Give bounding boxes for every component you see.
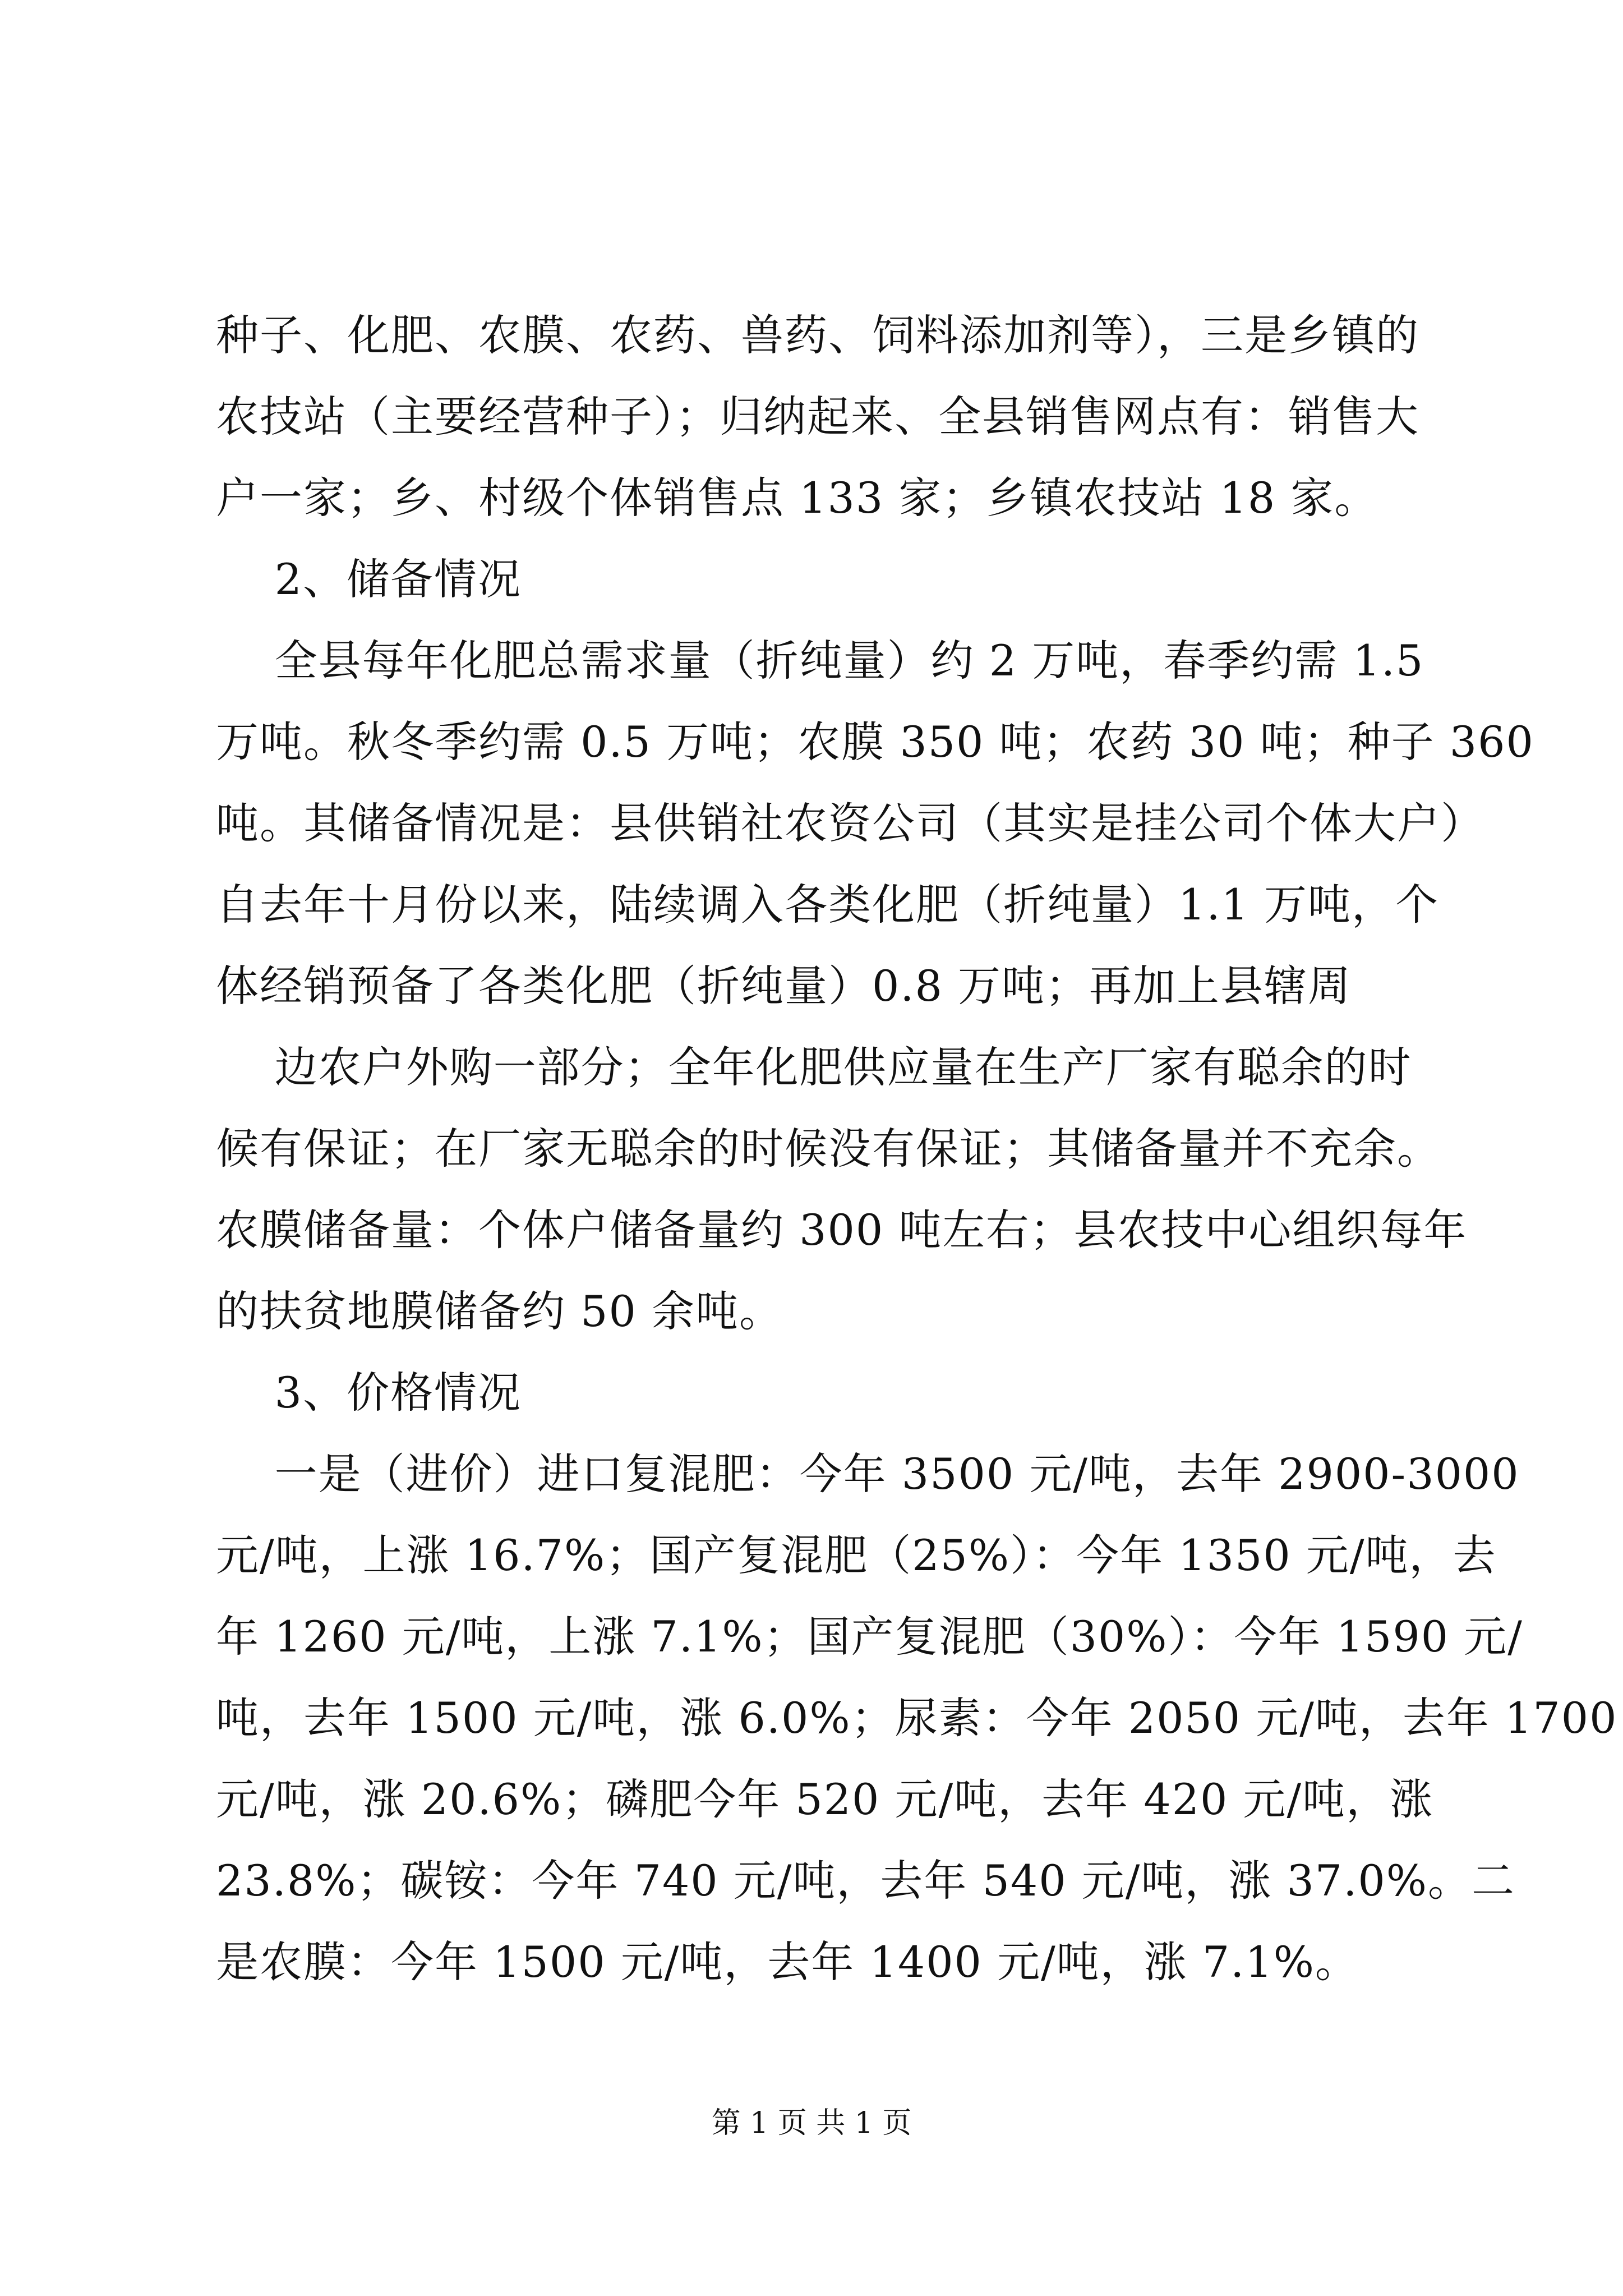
body-text-line: 候有保证；在厂家无聪余的时候没有保证；其储备量并不充余。 (216, 1124, 1441, 1174)
body-text-line: 年 1260 元/吨，上涨 7.1%；国产复混肥（30%）：今年 1590 元/ (216, 1612, 1523, 1662)
body-text-line: 23.8%；碳铵：今年 740 元/吨，去年 540 元/吨，涨 37.0%。二 (216, 1856, 1515, 1906)
section-heading: 2、储备情况 (216, 554, 522, 604)
body-text-line: 体经销预备了各类化肥（折纯量）0.8 万吨；再加上县辖周 (216, 961, 1352, 1011)
body-text-line: 种子、化肥、农膜、农药、兽药、饲料添加剂等），三是乡镇的 (216, 310, 1419, 360)
body-text-line: 边农户外购一部分；全年化肥供应量在生产厂家有聪余的时 (216, 1042, 1412, 1092)
body-text-line: 的扶贫地膜储备约 50 余吨。 (216, 1286, 783, 1336)
body-text-line: 农膜储备量：个体户储备量约 300 吨左右；县农技中心组织每年 (216, 1205, 1468, 1255)
body-text-line: 全县每年化肥总需求量（折纯量）约 2 万吨，春季约需 1.5 (216, 636, 1424, 685)
body-text-line: 万吨。秋冬季约需 0.5 万吨；农膜 350 吨；农药 30 吨；种子 360 (216, 717, 1534, 767)
body-text-line: 元/吨，上涨 16.7%；国产复混肥（25%）：今年 1350 元/吨，去 (216, 1530, 1497, 1580)
body-text-line: 吨，去年 1500 元/吨，涨 6.0%；尿素：今年 2050 元/吨，去年 1700 (216, 1693, 1618, 1743)
body-text-line: 自去年十月份以来，陆续调入各类化肥（折纯量）1.1 万吨，个 (216, 880, 1440, 930)
section-heading: 3、价格情况 (216, 1368, 522, 1418)
body-text-line: 吨。其储备情况是：县供销社农资公司（其实是挂公司个体大户） (216, 798, 1484, 848)
body-text-line: 元/吨，涨 20.6%；磷肥今年 520 元/吨，去年 420 元/吨，涨 (216, 1774, 1434, 1824)
body-text-line: 一是（进价）进口复混肥：今年 3500 元/吨，去年 2900-3000 (216, 1449, 1520, 1499)
body-text-line: 农技站（主要经营种子）；归纳起来、全县销售网点有：销售大 (216, 392, 1419, 441)
page-footer: 第 1 页 共 1 页 (711, 2106, 912, 2140)
body-text-line: 是农膜：今年 1500 元/吨，去年 1400 元/吨，涨 7.1%。 (216, 1937, 1359, 1987)
body-text-line: 户一家；乡、村级个体销售点 133 家；乡镇农技站 18 家。 (216, 473, 1378, 523)
